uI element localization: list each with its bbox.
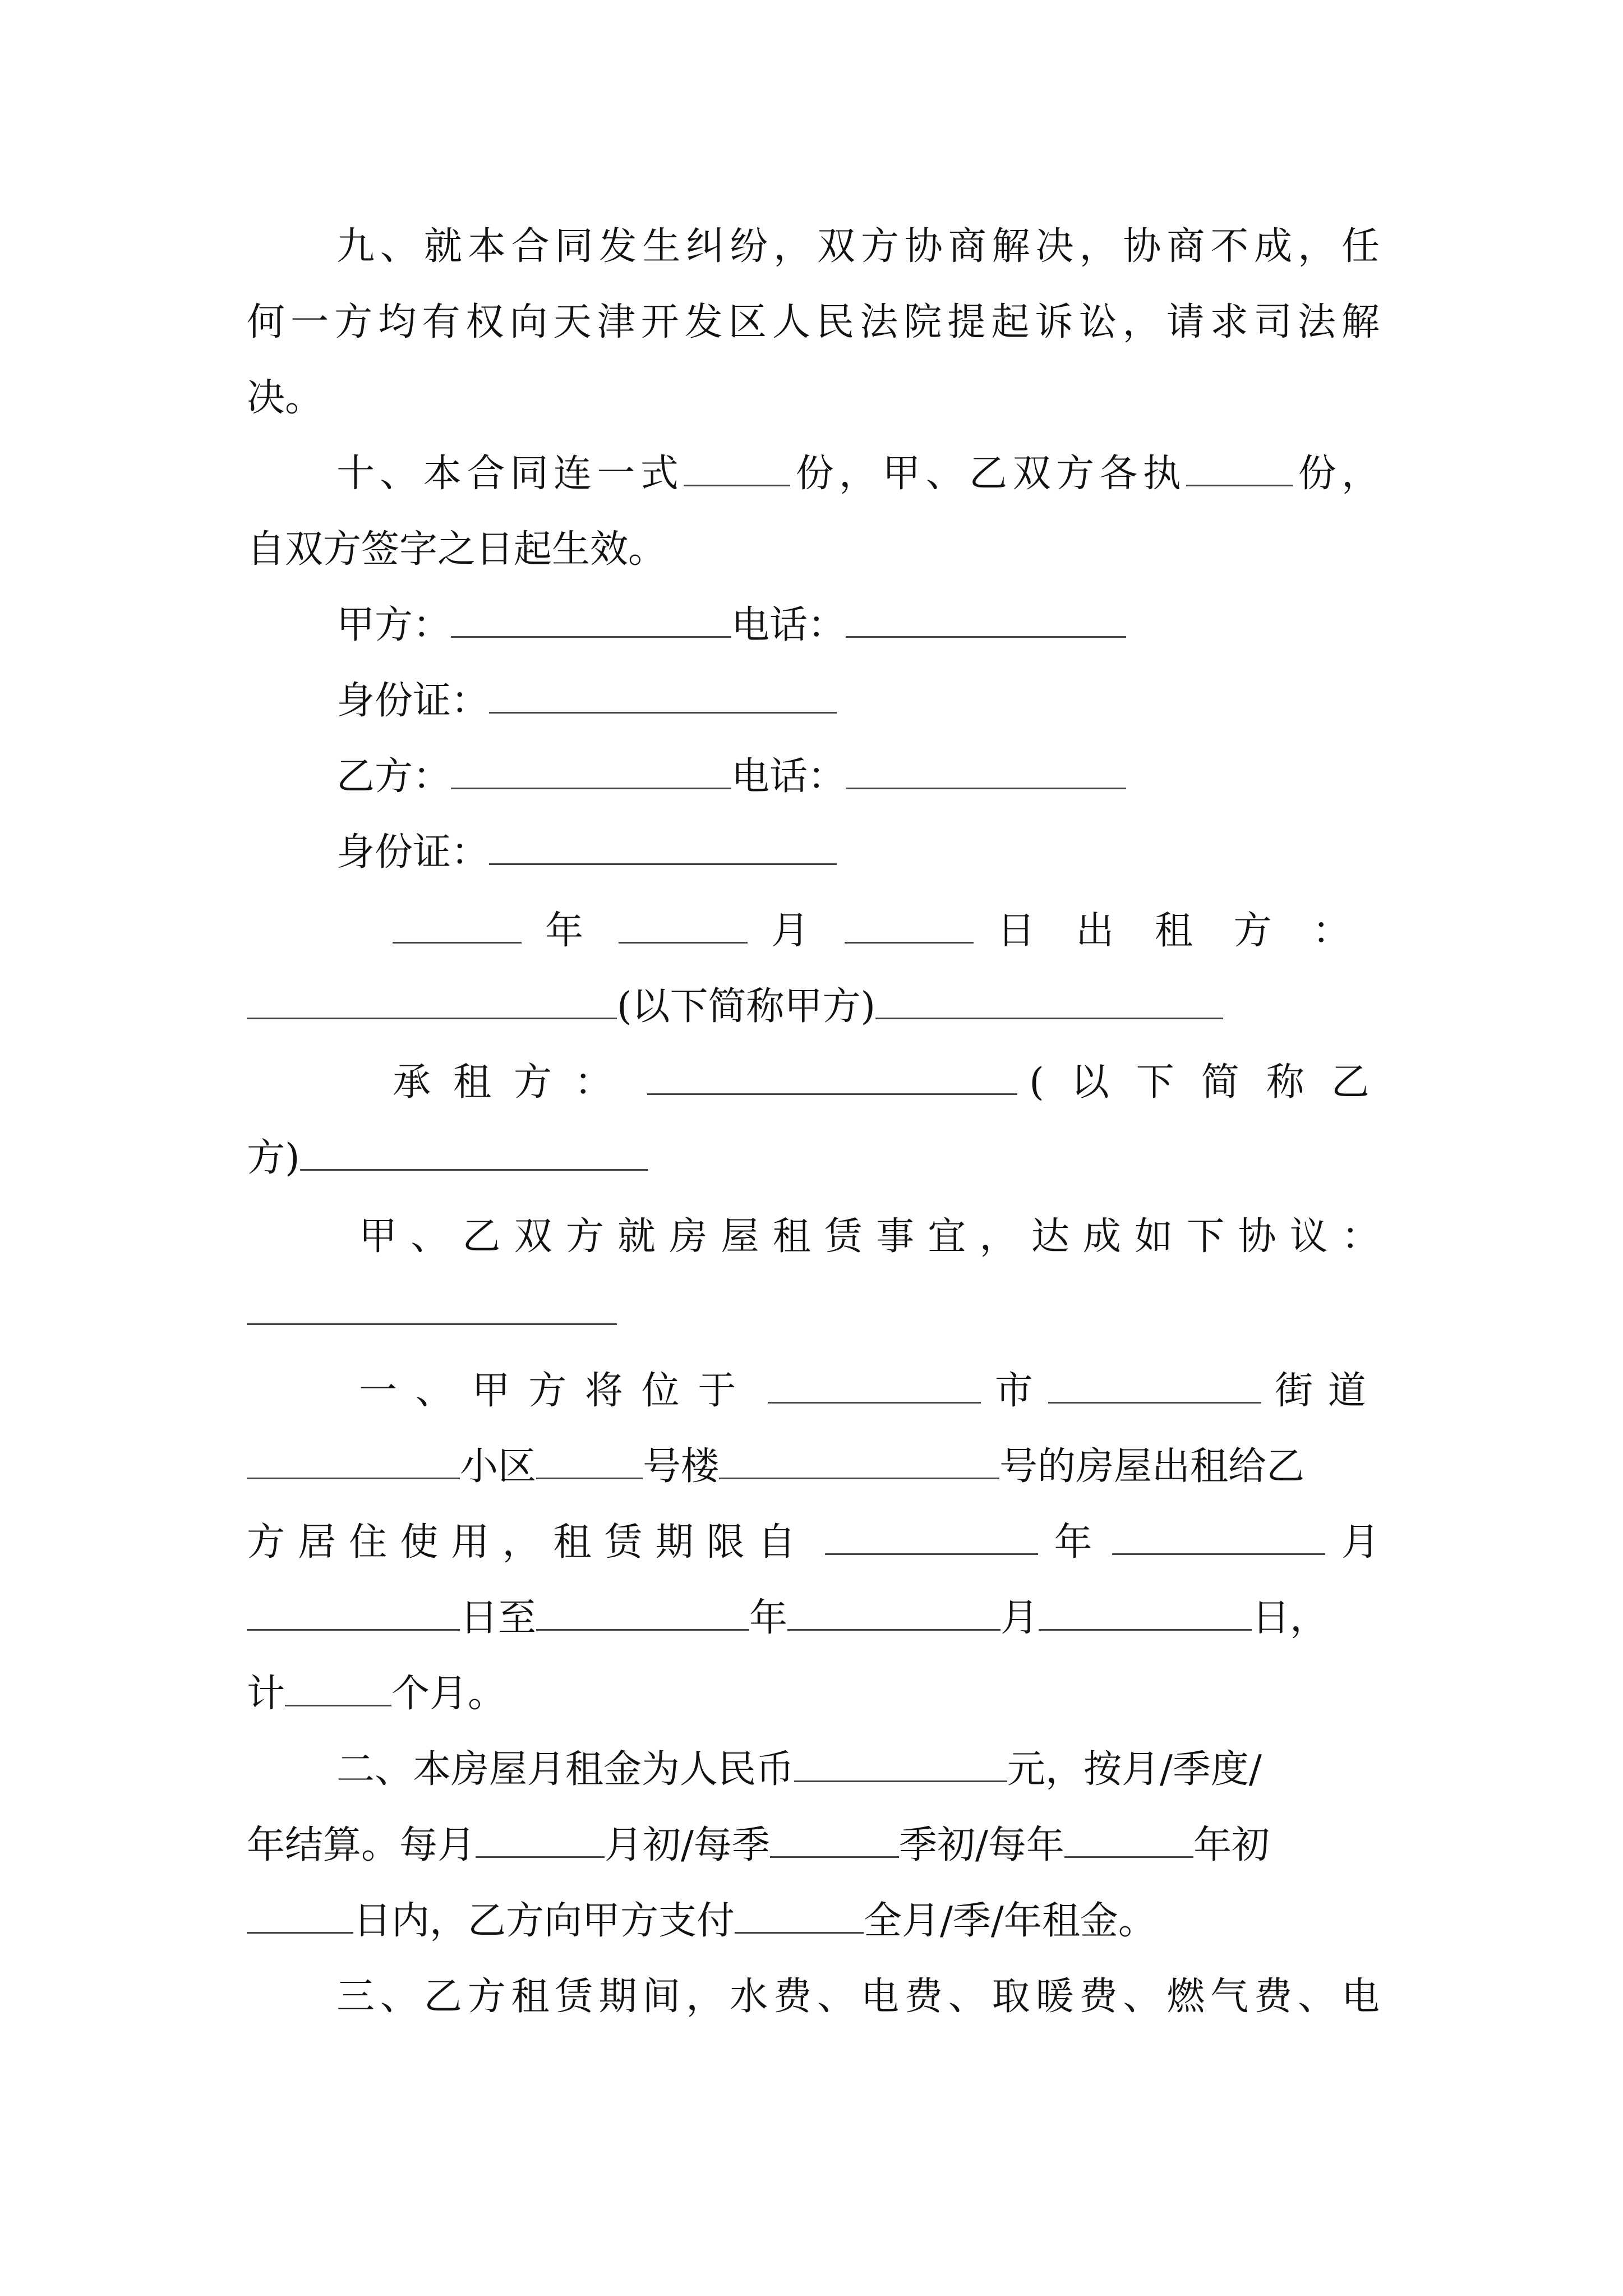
lease-term-text: 方居住使用，租赁期限自 [247,1520,809,1565]
city-blank[interactable] [768,1369,981,1404]
clause-1-line-2 [247,1428,1380,1506]
start-month-blank[interactable] [1112,1521,1325,1555]
date-day-blank[interactable] [845,909,974,944]
clause-1-line-5 [247,1655,1380,1733]
monthly-blank[interactable] [476,1824,605,1858]
date-lessor-line [393,892,1380,970]
lessor-abbr-text: (以下简称甲方) [617,984,876,1029]
date-year-blank[interactable] [393,909,522,944]
party-b-phone-blank[interactable] [846,755,1126,789]
start-month-label: 月 [1341,1520,1380,1565]
lessee-abbr-line [247,1119,1380,1198]
months-label: 个月。 [391,1672,506,1716]
lessor-abbr-line [247,968,1380,1046]
month-start-text: 月初/每季 [605,1823,770,1867]
party-a-label: 甲方： [336,603,451,647]
party-b-row [336,738,1380,816]
party-b-id-blank[interactable] [489,831,837,865]
clause-10-line-2: 自双方签字之日起生效。 [247,527,667,572]
total-label: 计 [247,1672,285,1716]
start-year-blank[interactable] [825,1521,1038,1555]
lessee-label: 承租方： [393,1060,635,1105]
rent-text: 二、本房屋月租金为人民币 [336,1747,795,1792]
party-a-phone-blank[interactable] [846,604,1126,638]
start-day-blank[interactable] [247,1596,460,1631]
street-blank[interactable] [1048,1369,1261,1404]
party-a-id-blank[interactable] [489,679,837,714]
house-number-blank[interactable] [719,1445,999,1479]
party-a-name-blank[interactable] [451,604,731,638]
clause-9-line-2: 何一方均有权向天津开发区人民法院提起诉讼，请求司法解 [247,300,1380,344]
party-b-id-label: 身份证： [336,830,490,875]
days-within-blank[interactable] [247,1899,353,1934]
clause-2-line-3 [247,1882,1380,1961]
year-label: 年 [545,909,595,953]
party-b-name-blank[interactable] [451,755,731,789]
yearly-blank[interactable] [1064,1824,1193,1858]
party-b-phone-label: 电话： [731,754,846,799]
party-b-label: 乙方： [336,754,451,799]
rent-period-text: 全月/季/年租金。 [864,1899,1156,1943]
clause-1-line-1 [359,1352,1380,1430]
clause-10-text-1: 十、本合同连一式 [336,452,684,496]
end-year-blank[interactable] [536,1596,749,1631]
copies-each-blank[interactable] [1186,452,1293,486]
quarter-start-text: 季初/每年 [898,1823,1064,1867]
end-month-blank[interactable] [787,1596,1000,1631]
street-label: 街道 [1275,1369,1380,1413]
month-label: 月 [771,909,821,953]
payment-blank[interactable] [735,1899,864,1934]
clause-1-text: 一、甲方将位于 [359,1369,755,1413]
building-label: 号楼 [643,1444,720,1489]
end-day-label: 日， [1252,1596,1329,1640]
party-a-id-row [336,662,1380,740]
lessee-line [393,1043,1396,1122]
clause-10-text-2: 份，甲、乙双方各执 [790,452,1187,496]
community-blank[interactable] [247,1445,460,1479]
house-label: 号的房屋出租给乙 [999,1444,1305,1489]
quarterly-blank[interactable] [770,1824,899,1858]
lessee-name-blank[interactable] [647,1061,1017,1095]
end-day-blank[interactable] [1039,1596,1252,1631]
community-label: 小区 [460,1444,537,1489]
year-start-text: 年初 [1193,1823,1270,1867]
agreement-line: 甲、乙双方就房屋租赁事宜，达成如下协议： [359,1214,1380,1259]
clause-10-text-3: 份， [1293,452,1380,496]
agreement-blank[interactable] [247,1291,617,1325]
rent-amount-blank[interactable] [794,1748,1007,1782]
day-to-label: 日至 [460,1596,537,1640]
lessee-abbr-end: 方) [247,1136,300,1180]
settlement-text: 元，按月/季度/ [1007,1747,1262,1792]
settlement-year-text: 年结算。每月 [247,1823,476,1867]
date-month-blank[interactable] [619,909,748,944]
clause-2-line-2 [247,1806,1380,1885]
clause-9-line-3: 决。 [247,376,324,420]
start-year-label: 年 [1054,1520,1096,1565]
day-lessor-label: 日出租方： [997,909,1380,953]
clause-10-line-1 [336,435,1380,513]
lessor-name-blank[interactable] [247,985,617,1019]
clause-1-line-4 [247,1579,1380,1658]
total-months-blank[interactable] [285,1672,391,1706]
clause-1-line-3 [247,1503,1380,1582]
party-a-id-label: 身份证： [336,679,490,723]
clause-2-line-1 [336,1731,1380,1809]
end-month-label: 月 [1000,1596,1039,1640]
city-label: 市 [994,1369,1035,1413]
lessee-abbr-text: (以下简称乙 [1029,1060,1396,1105]
party-a-row [336,586,1380,665]
clause-9-line-1: 九、就本合同发生纠纷，双方协商解决，协商不成，任 [336,224,1380,269]
lessee-extra-blank[interactable] [300,1137,648,1171]
payment-text: 日内，乙方向甲方支付 [353,1899,735,1943]
building-blank[interactable] [536,1445,643,1479]
clause-3-line-1: 三、乙方租赁期间，水费、电费、取暖费、燃气费、电 [336,1975,1380,2019]
party-b-id-row [336,813,1380,892]
lessor-extra-blank[interactable] [875,985,1223,1019]
copies-total-blank[interactable] [684,452,790,486]
agreement-blank-line [247,1273,1380,1352]
end-year-label: 年 [749,1596,788,1640]
party-a-phone-label: 电话： [731,603,846,647]
